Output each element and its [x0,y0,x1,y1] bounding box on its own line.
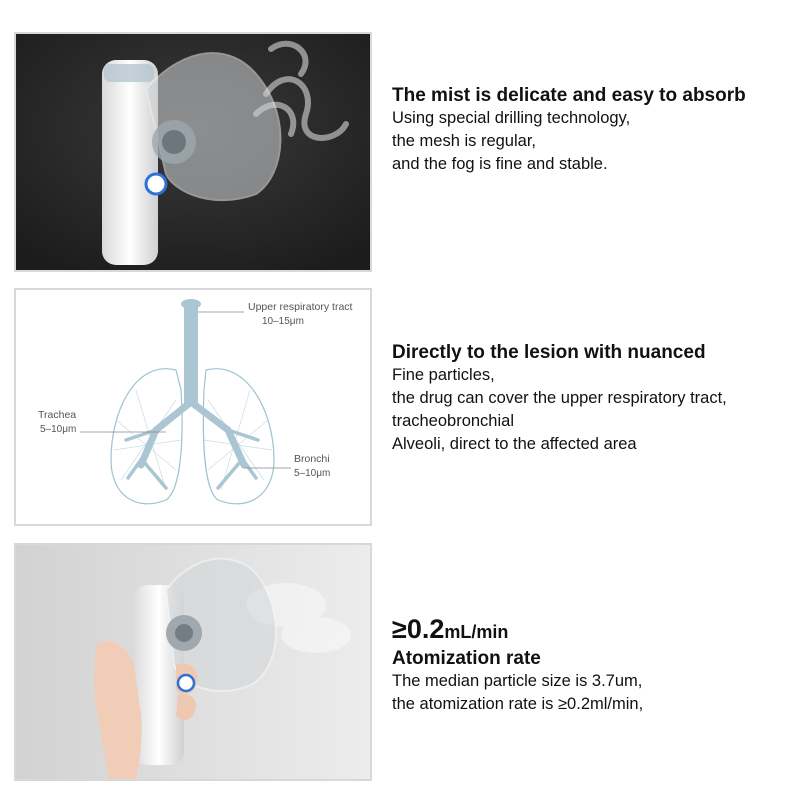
upper-tract-size: 10–15μm [262,316,304,327]
mist-heading: The mist is delicate and easy to absorb [392,85,746,106]
atomization-line: the atomization rate is ≥0.2ml/min, [392,695,644,713]
mist-section [392,84,792,176]
atomization-section [392,614,792,716]
nebulizer-illustration [16,34,370,270]
atomization-line: The median particle size is 3.7um, [392,672,643,690]
lungs-illustration [16,290,370,524]
mist-line: the mesh is regular, [392,132,536,150]
lesion-line: Fine particles, [392,366,495,384]
bronchi-size: 5–10μm [294,468,331,479]
lesion-line: the drug can cover the upper respiratory tract, [392,389,727,407]
mist-line: and the fog is fine and stable. [392,155,608,173]
lesion-line: Alveoli, direct to the affected area [392,435,637,453]
hand-nebulizer-illustration [16,545,370,779]
trachea-label: Trachea [38,409,77,421]
trachea-size: 5–10μm [40,424,77,435]
atomization-heading: Atomization rate [392,648,541,669]
lesion-line: tracheobronchial [392,412,514,430]
lesion-heading: Directly to the lesion with nuanced [392,342,706,363]
rate-unit: mL/min [444,622,509,642]
mist-line: Using special drilling technology, [392,109,631,127]
rate-number: ≥0.2 [392,614,445,644]
atomization-rate-value [392,614,792,647]
upper-tract-label: Upper respiratory tract [248,301,353,313]
lesion-section [392,341,792,456]
hand-held-nebulizer-photo [14,543,372,781]
bronchi-label: Bronchi [294,453,330,465]
nebulizer-mist-photo [14,32,372,272]
respiratory-diagram [14,288,372,526]
